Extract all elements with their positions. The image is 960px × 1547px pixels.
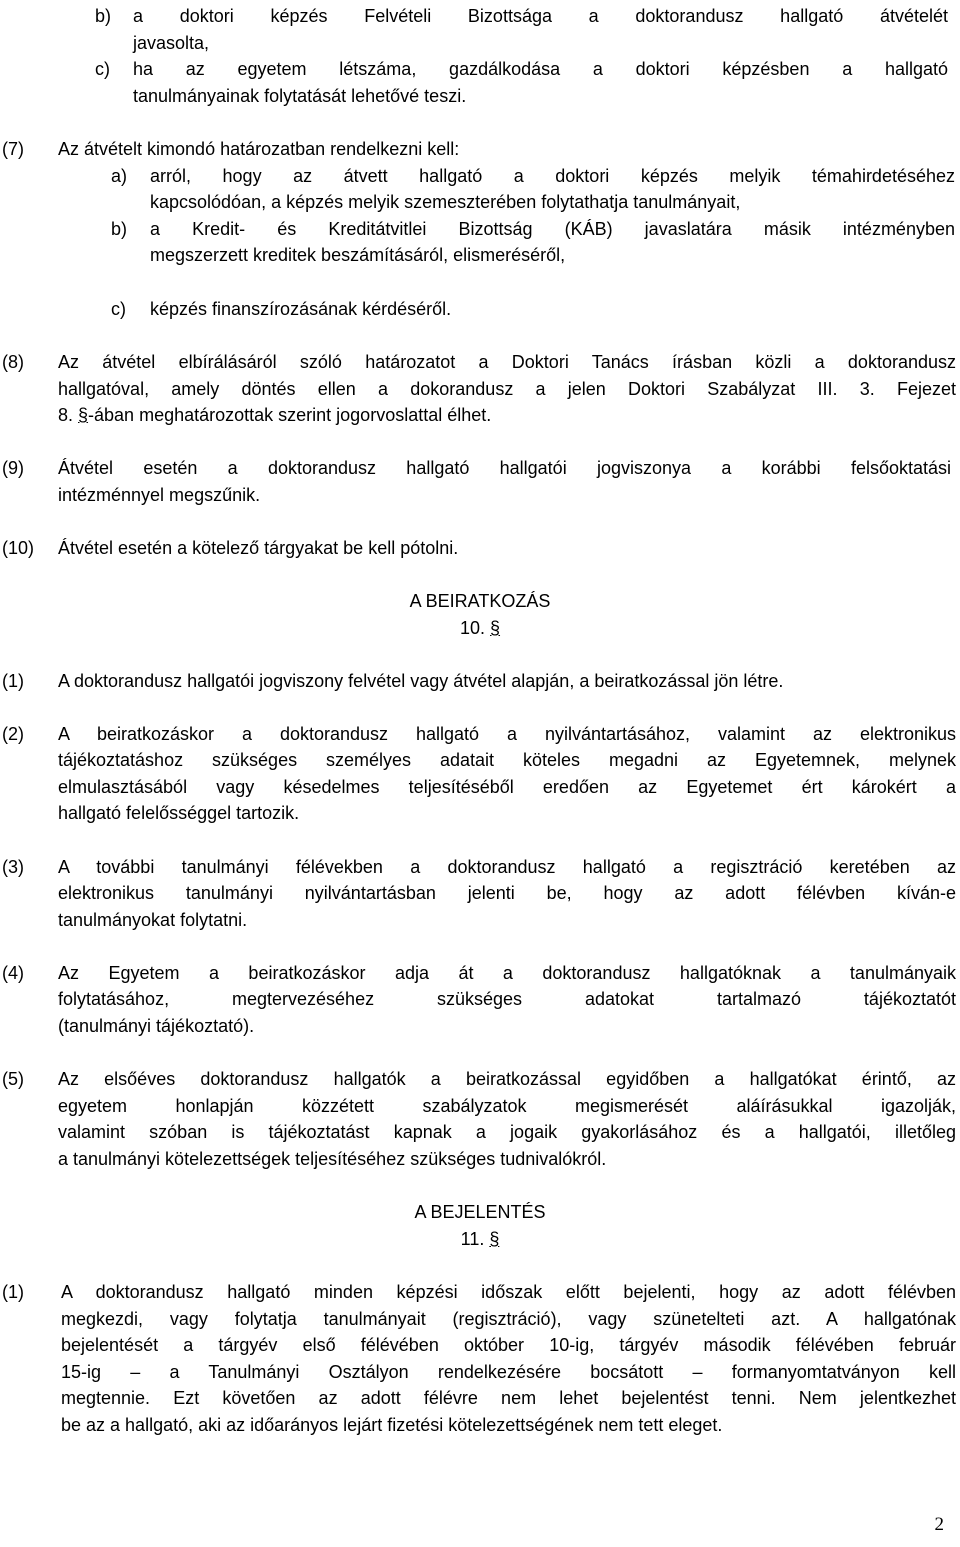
p7-c-line1: képzés finanszírozásának kérdéséről. [150,299,452,319]
s10-p3-line1: A további tanulmányi félévekben a doktorandusz hallgató a regisztráció keretében az [58,857,956,877]
section-10-number-text: 10. [459,618,485,638]
page-number: 2 [934,1514,944,1535]
top-b-line2: javasolta, [133,33,210,53]
list-label-c: c) [95,59,110,79]
section-10-title: A BEIRATKOZÁS [409,591,551,611]
s10-p4-line3: (tanulmányi tájékoztató). [58,1016,255,1036]
top-c-line1: ha az egyetem létszáma, gazdálkodása a doktori képzésben a hallgató [133,59,948,79]
p7-c-label: c) [111,299,126,319]
s10-p4-line2: folytatásához, megtervezéséhez szükséges adatokat tartalmazó tájékoztatót [58,989,956,1009]
s10-p2-line4: hallgató felelősséggel tartozik. [58,803,300,823]
s10-p5-line1: Az elsőéves doktorandusz hallgatók a beiratkozással egyidőben a hallgatókat érintő, az [58,1069,956,1089]
p8-line2: hallgatóval, amely döntés ellen a dokorandusz a jelen Doktori Szabályzat III. 3. Fejezet [58,379,956,399]
p8-line1: Az átvétel elbírálásáról szóló határozatot a Doktori Tanács írásban közli a doktorandusz [58,352,956,372]
s10-paragraph-number-4: (4) [2,963,24,983]
s10-p2-line2: tájékoztatáshoz szükséges személyes adatait köteles megadni az Egyetemnek, melynek [58,750,956,770]
s10-p2-line1: A beiratkozáskor a doktorandusz hallgató a nyilvántartásához, valamint az elektronikus [58,724,956,744]
p8-line3-start: 8. [58,405,79,425]
p7-a-line1: arról, hogy az átvett hallgató a doktori képzés melyik témahirdetéséhez [150,166,955,186]
s10-paragraph-number-2: (2) [2,724,24,744]
list-label-b: b) [95,6,112,26]
p7-b-label: b) [111,219,128,239]
s10-p5-line4: a tanulmányi kötelezettségek teljesítéséhez szükséges tudnivalókról. [58,1149,607,1169]
p7-intro: Az átvételt kimondó határozatban rendelkezni kell: [58,139,460,159]
s10-p2-line3: elmulasztásából vagy késedelmes teljesítéséből eredően az Egyetemet ért károkért a [58,777,956,797]
s10-p5-line2: egyetem honlapján közzétett szabályzatok megismerését aláírásukkal igazolják, [58,1096,956,1116]
s10-p4-line1: Az Egyetem a beiratkozáskor adja át a doktorandusz hallgatóknak a tanulmányaik [58,963,956,983]
s10-paragraph-number-3: (3) [2,857,24,877]
paragraph-number-9: (9) [2,458,24,478]
s10-paragraph-number-1: (1) [2,671,24,691]
s11-p1-line6: be az a hallgató, aki az időarányos lejárt fizetési kötelezettségének nem tett eleget. [61,1415,723,1435]
paragraph-number-10: (10) [2,538,35,558]
s10-p3-line3: tanulmányokat folytatni. [58,910,248,930]
p10-line1: Átvétel esetén a kötelező tárgyakat be kell pótolni. [58,538,459,558]
section-11-number-text: 11. [460,1229,485,1249]
s10-p5-line3: valamint szóban is tájékoztatást kapnak a jogaik gyakorlásához és a hallgatói, illetőleg [58,1122,956,1142]
section-sign: § [78,405,89,425]
p7-a-line2: kapcsolódóan, a képzés melyik szemeszterében folytathatja tanulmányait, [150,192,741,212]
p7-b-line1: a Kredit- és Kreditátvitlei Bizottság (KÁB) javaslatára másik intézményben [150,219,955,239]
section-10-number [0,615,960,642]
section-11-number [0,1226,960,1253]
s11-p1-line1: A doktorandusz hallgató minden képzési időszak előtt bejelenti, hogy az adott félévben [61,1282,956,1302]
p7-b-line2: megszerzett kreditek beszámításáról, elismeréséről, [150,245,566,265]
s11-p1-line4: 15-ig – a Tanulmányi Osztályon rendelkezésére bocsátott – formanyomtatványon kell [61,1362,956,1382]
p8-line3-end: -ában meghatározottak szerint jogorvoslattal élhet. [88,405,492,425]
s11-p1-line3: bejelentését a tárgyév első félévében október 10-ig, tárgyév második félévében február [61,1335,956,1355]
section-11-title: A BEJELENTÉS [414,1202,546,1222]
section-11-sign: § [489,1229,500,1249]
top-c-line2: tanulmányainak folytatását lehetővé teszi. [133,86,467,106]
paragraph-number-7: (7) [2,139,24,159]
p8-line3 [58,402,491,429]
s11-p1-line2: megkezdi, vagy folytatja tanulmányait (regisztráció), vagy szünetelteti azt. A hallgatónak [61,1309,956,1329]
section-10-sign: § [490,618,501,638]
s10-paragraph-number-5: (5) [2,1069,24,1089]
p7-a-label: a) [111,166,128,186]
s11-paragraph-number-1: (1) [2,1282,24,1302]
top-b-line1: a doktori képzés Felvételi Bizottsága a doktorandusz hallgató átvételét [133,6,948,26]
paragraph-number-8: (8) [2,352,24,372]
s10-p1-line1: A doktorandusz hallgatói jogviszony felvétel vagy átvétel alapján, a beiratkozással jön létre. [58,671,784,691]
s10-p3-line2: elektronikus tanulmányi nyilvántartásban jelenti be, hogy az adott félévben kíván-e [58,883,956,903]
p9-line1: Átvétel esetén a doktorandusz hallgató hallgatói jogviszonya a korábbi felsőoktatási [58,458,951,478]
p9-line2: intézménnyel megszűnik. [58,485,261,505]
s11-p1-line5: megtennie. Ezt követően az adott félévre nem lehet bejelentést tenni. Nem jelentkezhet [61,1388,956,1408]
